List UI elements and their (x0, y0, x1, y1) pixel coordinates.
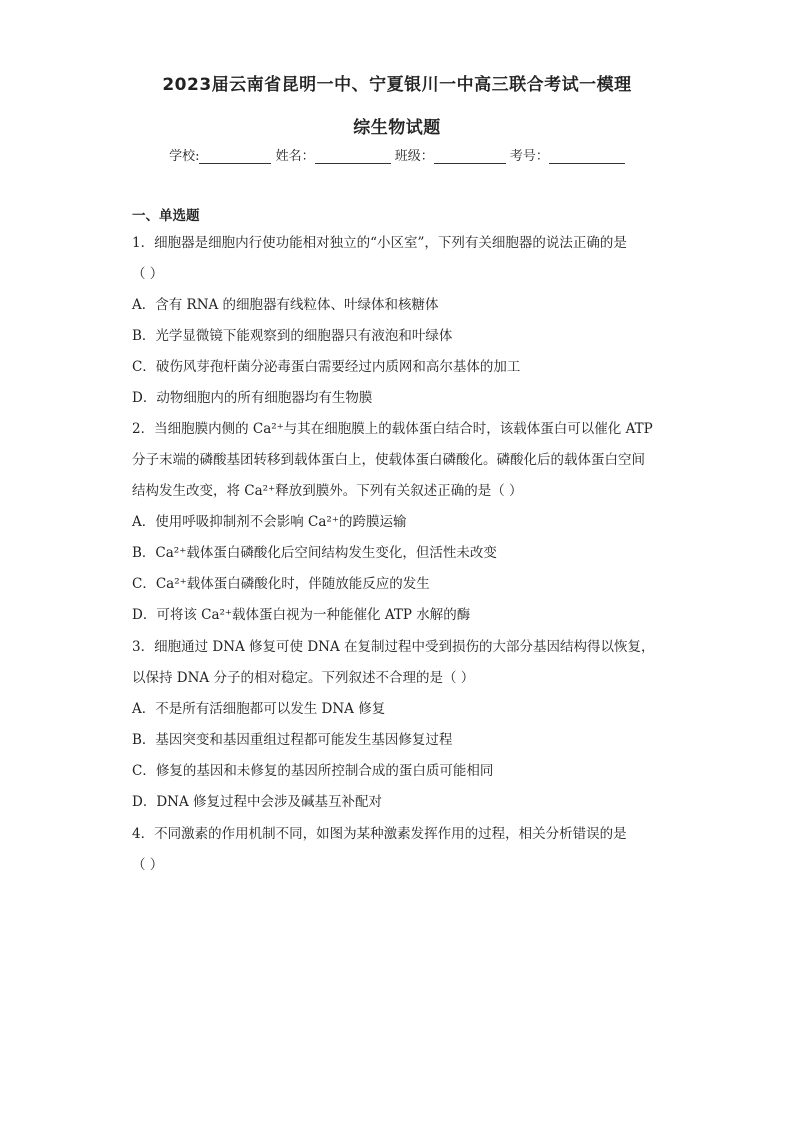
question-2-option-b: B．Ca²⁺载体蛋白磷酸化后空间结构发生变化，但活性未改变 (132, 545, 497, 561)
question-3-option-a: A．不是所有活细胞都可以发生 DNA 修复 (132, 701, 386, 717)
school-label: 学校: (169, 149, 200, 164)
question-2-stem-1: 2．当细胞膜内侧的 Ca²⁺与其在细胞膜上的载体蛋白结合时，该载体蛋白可以催化 ATP (132, 421, 653, 437)
number-label: 考号： (509, 149, 549, 164)
exam-title-line1: 2023届云南省昆明一中、宁夏银川一中高三联合考试一模理 (162, 75, 632, 95)
question-1-option-d: D．动物细胞内的所有细胞器均有生物膜 (132, 390, 373, 406)
section-heading: 一、单选题 (132, 208, 200, 224)
student-info-row (0, 145, 794, 164)
question-2-stem-3: 结构发生改变，将 Ca²⁺释放到膜外。下列有关叙述正确的是（ ） (132, 483, 523, 499)
question-3-stem-2: 以保持 DNA 分子的相对稳定。下列叙述不合理的是（ ） (132, 670, 475, 686)
question-1-paren: （ ） (132, 266, 164, 282)
question-4-paren: （ ） (132, 857, 164, 873)
question-3-stem-1: 3．细胞通过 DNA 修复可使 DNA 在复制过程中受到损伤的大部分基因结构得以恢复， (132, 639, 655, 655)
question-2-option-d: D．可将该 Ca²⁺载体蛋白视为一种能催化 ATP 水解的酶 (132, 607, 471, 623)
question-2-stem-2: 分子末端的磷酸基团转移到载体蛋白上，使载体蛋白磷酸化。磷酸化后的载体蛋白空间 (132, 452, 645, 468)
question-1-option-b: B．光学显微镜下能观察到的细胞器只有液泡和叶绿体 (132, 328, 453, 344)
question-3-option-b: B．基因突变和基因重组过程都可能发生基因修复过程 (132, 732, 453, 748)
number-blank[interactable] (549, 149, 625, 164)
question-2-option-a: A．使用呼吸抑制剂不会影响 Ca²⁺的跨膜运输 (132, 514, 407, 530)
class-label: 班级： (394, 149, 434, 164)
name-blank[interactable] (315, 149, 391, 164)
school-blank[interactable] (199, 149, 271, 164)
question-3-option-c: C．修复的基因和未修复的基因所控制合成的蛋白质可能相同 (132, 763, 494, 779)
question-2-option-c: C．Ca²⁺载体蛋白磷酸化时，伴随放能反应的发生 (132, 576, 430, 592)
class-blank[interactable] (434, 149, 506, 164)
question-3-option-d: D．DNA 修复过程中会涉及碱基互补配对 (132, 794, 383, 810)
question-1-stem: 1．细胞器是细胞内行使功能相对独立的“小区室”，下列有关细胞器的说法正确的是 (132, 235, 627, 251)
question-1-option-c: C．破伤风芽孢杆菌分泌毒蛋白需要经过内质网和高尔基体的加工 (132, 359, 521, 375)
question-4-stem: 4．不同激素的作用机制不同，如图为某种激素发挥作用的过程，相关分析错误的是 (132, 826, 627, 842)
exam-title-line2: 综生物试题 (353, 118, 441, 138)
question-1-option-a: A．含有 RNA 的细胞器有线粒体、叶绿体和核糖体 (132, 297, 439, 313)
name-label: 姓名： (275, 149, 315, 164)
